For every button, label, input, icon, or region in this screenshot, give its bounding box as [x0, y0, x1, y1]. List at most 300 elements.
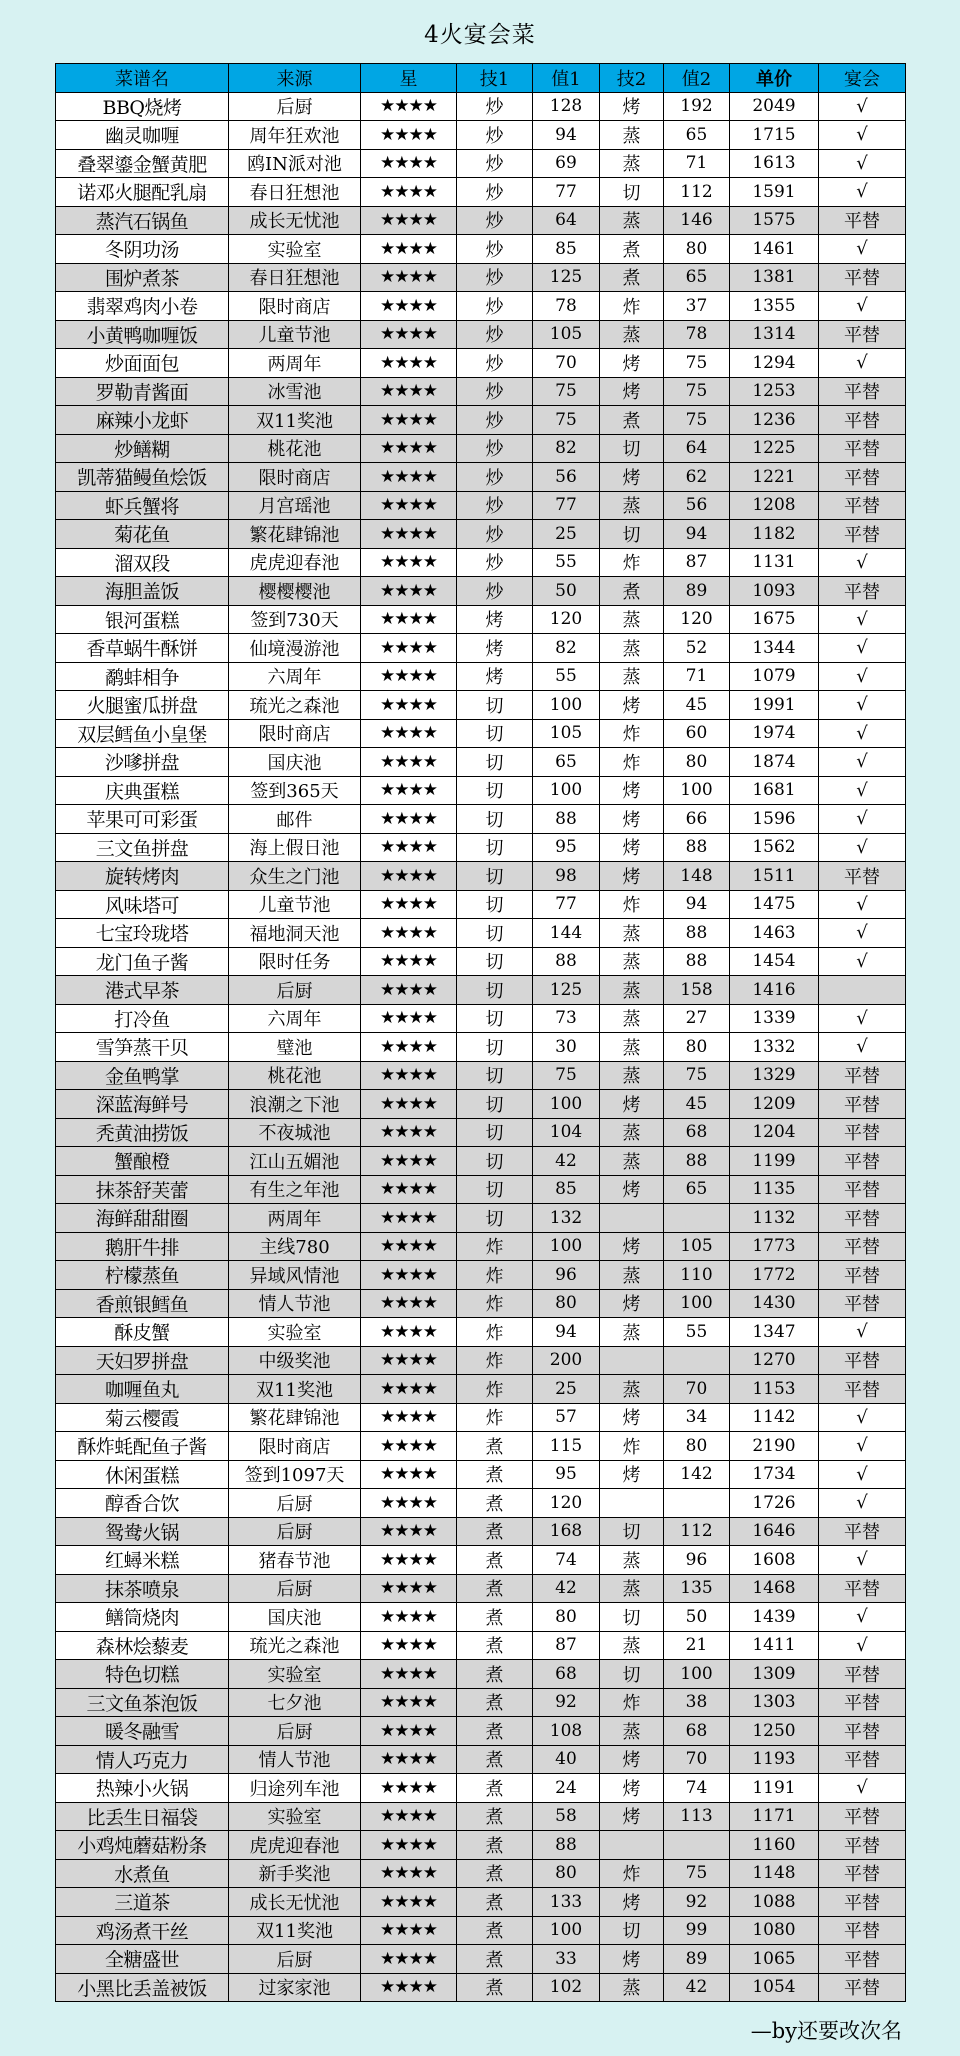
- cell-price: 1088: [730, 1888, 819, 1917]
- cell-price: 1065: [730, 1945, 819, 1974]
- cell-name: 龙门鱼子酱: [56, 947, 229, 976]
- cell-skill2: 蒸: [600, 1004, 664, 1033]
- cell-stars: ★★★★: [361, 1004, 457, 1033]
- cell-value2: 94: [664, 890, 730, 919]
- cell-banquet: √: [819, 1546, 906, 1575]
- table-row[interactable]: [56, 1745, 906, 1774]
- table-row[interactable]: [56, 1489, 906, 1518]
- cell-banquet: 平替: [819, 1090, 906, 1119]
- cell-value1: 102: [533, 1973, 600, 2002]
- cell-value1: 108: [533, 1717, 600, 1746]
- cell-value1: 77: [533, 491, 600, 520]
- cell-price: 1332: [730, 1033, 819, 1062]
- table-header-row: [56, 64, 906, 93]
- header-value1[interactable]: 值1: [533, 64, 600, 93]
- table-row[interactable]: [56, 377, 906, 406]
- cell-price: 1093: [730, 577, 819, 606]
- cell-price: 1463: [730, 919, 819, 948]
- cell-source: 虎虎迎春池: [229, 548, 361, 577]
- cell-price: 1874: [730, 748, 819, 777]
- table-row[interactable]: [56, 947, 906, 976]
- header-value2[interactable]: 值2: [664, 64, 730, 93]
- cell-skill1: 煮: [457, 1802, 533, 1831]
- cell-value2: 65: [664, 121, 730, 150]
- cell-value1: 120: [533, 1489, 600, 1518]
- cell-value1: 68: [533, 1660, 600, 1689]
- cell-skill1: 切: [457, 947, 533, 976]
- cell-value2: 34: [664, 1403, 730, 1432]
- cell-value1: 50: [533, 577, 600, 606]
- table-row[interactable]: [56, 1603, 906, 1632]
- cell-value2: 75: [664, 1859, 730, 1888]
- table-row[interactable]: [56, 605, 906, 634]
- header-skill1[interactable]: 技1: [457, 64, 533, 93]
- cell-name: 秃黄油捞饭: [56, 1118, 229, 1147]
- cell-value2: 89: [664, 1945, 730, 1974]
- cell-stars: ★★★★: [361, 1090, 457, 1119]
- cell-skill1: 炒: [457, 548, 533, 577]
- table-row[interactable]: [56, 862, 906, 891]
- cell-skill2: 炸: [600, 1432, 664, 1461]
- cell-banquet: √: [819, 919, 906, 948]
- cell-price: 1253: [730, 377, 819, 406]
- cell-skill1: 切: [457, 1118, 533, 1147]
- cell-price: 1250: [730, 1717, 819, 1746]
- header-star[interactable]: 星: [361, 64, 457, 93]
- cell-banquet: √: [819, 1004, 906, 1033]
- cell-skill2: 蒸: [600, 1318, 664, 1347]
- cell-value2: 21: [664, 1631, 730, 1660]
- cell-price: 1734: [730, 1460, 819, 1489]
- table-row[interactable]: [56, 149, 906, 178]
- table-row[interactable]: [56, 634, 906, 663]
- cell-skill2: 烤: [600, 1175, 664, 1204]
- cell-skill1: 烤: [457, 662, 533, 691]
- cell-value1: 77: [533, 178, 600, 207]
- cell-skill2: 蒸: [600, 1061, 664, 1090]
- cell-value2: 113: [664, 1802, 730, 1831]
- cell-stars: ★★★★: [361, 1289, 457, 1318]
- table-row[interactable]: [56, 1888, 906, 1917]
- cell-price: 2190: [730, 1432, 819, 1461]
- cell-banquet: √: [819, 1403, 906, 1432]
- cell-source: 儿童节池: [229, 890, 361, 919]
- table-row[interactable]: [56, 1318, 906, 1347]
- cell-value1: 95: [533, 1460, 600, 1489]
- cell-banquet: 平替: [819, 1888, 906, 1917]
- cell-value1: 73: [533, 1004, 600, 1033]
- table-row[interactable]: [56, 320, 906, 349]
- cell-skill1: 煮: [457, 1546, 533, 1575]
- cell-source: 后厨: [229, 1517, 361, 1546]
- cell-skill2: 切: [600, 1660, 664, 1689]
- cell-name: 庆典蛋糕: [56, 776, 229, 805]
- cell-banquet: √: [819, 1432, 906, 1461]
- cell-price: 1182: [730, 520, 819, 549]
- cell-value2: 55: [664, 1318, 730, 1347]
- table-row[interactable]: [56, 1375, 906, 1404]
- cell-price: 1608: [730, 1546, 819, 1575]
- table-row[interactable]: [56, 1688, 906, 1717]
- table-row[interactable]: [56, 349, 906, 378]
- cell-value2: 87: [664, 548, 730, 577]
- cell-stars: ★★★★: [361, 890, 457, 919]
- cell-price: 1309: [730, 1660, 819, 1689]
- cell-name: 叠翠鎏金蟹黄肥: [56, 149, 229, 178]
- table-row[interactable]: [56, 1118, 906, 1147]
- cell-name: 诺邓火腿配乳扇: [56, 178, 229, 207]
- cell-banquet: 平替: [819, 1916, 906, 1945]
- cell-skill2: 蒸: [600, 491, 664, 520]
- table-row[interactable]: [56, 520, 906, 549]
- cell-value1: 92: [533, 1688, 600, 1717]
- cell-skill2: 烤: [600, 1460, 664, 1489]
- cell-skill2: 蒸: [600, 605, 664, 634]
- cell-source: 两周年: [229, 1204, 361, 1233]
- cell-price: 1080: [730, 1916, 819, 1945]
- cell-price: 1344: [730, 634, 819, 663]
- header-skill2[interactable]: 技2: [600, 64, 664, 93]
- cell-value2: 110: [664, 1261, 730, 1290]
- cell-value2: 80: [664, 748, 730, 777]
- cell-name: 蟹酿橙: [56, 1147, 229, 1176]
- cell-stars: ★★★★: [361, 320, 457, 349]
- cell-stars: ★★★★: [361, 548, 457, 577]
- table-row[interactable]: [56, 1004, 906, 1033]
- cell-banquet: 平替: [819, 491, 906, 520]
- cell-value1: 115: [533, 1432, 600, 1461]
- cell-skill2: 煮: [600, 406, 664, 435]
- table-row[interactable]: [56, 1432, 906, 1461]
- cell-skill1: 煮: [457, 1717, 533, 1746]
- cell-price: 1974: [730, 719, 819, 748]
- table-row[interactable]: [56, 1061, 906, 1090]
- table-row[interactable]: [56, 92, 906, 121]
- table-row[interactable]: [56, 206, 906, 235]
- header-banquet[interactable]: 宴会: [819, 64, 906, 93]
- cell-source: 冰雪池: [229, 377, 361, 406]
- cell-skill2: 烤: [600, 92, 664, 121]
- table-row[interactable]: [56, 121, 906, 150]
- cell-value2: 158: [664, 976, 730, 1005]
- cell-name: 鹬蚌相争: [56, 662, 229, 691]
- cell-stars: ★★★★: [361, 577, 457, 606]
- cell-skill2: 蒸: [600, 976, 664, 1005]
- cell-stars: ★★★★: [361, 776, 457, 805]
- cell-skill1: 炸: [457, 1318, 533, 1347]
- cell-skill2: 烤: [600, 463, 664, 492]
- cell-price: 1314: [730, 320, 819, 349]
- header-source[interactable]: 来源: [229, 64, 361, 93]
- cell-price: 1204: [730, 1118, 819, 1147]
- cell-skill2: 炸: [600, 548, 664, 577]
- cell-stars: ★★★★: [361, 947, 457, 976]
- cell-source: 限时商店: [229, 292, 361, 321]
- cell-value2: 68: [664, 1717, 730, 1746]
- cell-skill1: 切: [457, 1004, 533, 1033]
- table-row[interactable]: [56, 805, 906, 834]
- table-row[interactable]: [56, 1916, 906, 1945]
- cell-value1: 104: [533, 1118, 600, 1147]
- cell-source: 两周年: [229, 349, 361, 378]
- cell-name: 菊云樱霞: [56, 1403, 229, 1432]
- cell-banquet: √: [819, 890, 906, 919]
- cell-source: 邮件: [229, 805, 361, 834]
- cell-skill2: 蒸: [600, 919, 664, 948]
- cell-value2: 88: [664, 947, 730, 976]
- table-row[interactable]: [56, 976, 906, 1005]
- cell-value1: 87: [533, 1631, 600, 1660]
- cell-value1: 40: [533, 1745, 600, 1774]
- table-row[interactable]: [56, 1546, 906, 1575]
- cell-banquet: 平替: [819, 406, 906, 435]
- cell-skill2: [600, 1204, 664, 1233]
- table-row[interactable]: [56, 1460, 906, 1489]
- cell-skill2: 蒸: [600, 1033, 664, 1062]
- cell-price: 2049: [730, 92, 819, 121]
- cell-name: 炒鳝糊: [56, 434, 229, 463]
- cell-stars: ★★★★: [361, 1517, 457, 1546]
- cell-skill2: 烤: [600, 377, 664, 406]
- table-row[interactable]: [56, 1147, 906, 1176]
- cell-banquet: 平替: [819, 520, 906, 549]
- cell-banquet: √: [819, 92, 906, 121]
- cell-value2: 78: [664, 320, 730, 349]
- cell-skill2: [600, 1489, 664, 1518]
- cell-skill1: 切: [457, 833, 533, 862]
- table-row[interactable]: [56, 1802, 906, 1831]
- cell-stars: ★★★★: [361, 406, 457, 435]
- cell-banquet: 平替: [819, 1859, 906, 1888]
- cell-value1: 100: [533, 1232, 600, 1261]
- cell-value2: 70: [664, 1375, 730, 1404]
- cell-skill1: 煮: [457, 1916, 533, 1945]
- table-row[interactable]: [56, 1403, 906, 1432]
- cell-stars: ★★★★: [361, 805, 457, 834]
- recipe-table: [55, 63, 906, 2002]
- cell-price: 1439: [730, 1603, 819, 1632]
- table-row[interactable]: [56, 776, 906, 805]
- cell-stars: ★★★★: [361, 149, 457, 178]
- cell-skill2: 蒸: [600, 1118, 664, 1147]
- table-row[interactable]: [56, 1232, 906, 1261]
- table-row[interactable]: [56, 1774, 906, 1803]
- table-row[interactable]: [56, 1660, 906, 1689]
- table-row[interactable]: [56, 1517, 906, 1546]
- cell-banquet: √: [819, 149, 906, 178]
- table-row[interactable]: [56, 1289, 906, 1318]
- cell-price: 1142: [730, 1403, 819, 1432]
- table-row[interactable]: [56, 662, 906, 691]
- cell-skill1: 炒: [457, 577, 533, 606]
- cell-name: 全糖盛世: [56, 1945, 229, 1974]
- cell-stars: ★★★★: [361, 520, 457, 549]
- cell-value2: 68: [664, 1118, 730, 1147]
- cell-skill1: 切: [457, 976, 533, 1005]
- cell-banquet: 平替: [819, 320, 906, 349]
- table-row[interactable]: [56, 919, 906, 948]
- cell-banquet: √: [819, 748, 906, 777]
- cell-skill1: 炸: [457, 1403, 533, 1432]
- cell-skill1: 煮: [457, 1973, 533, 2002]
- cell-value2: 146: [664, 206, 730, 235]
- table-row[interactable]: [56, 1175, 906, 1204]
- author-signature: —by还要改次名: [750, 2019, 902, 2043]
- cell-price: 1355: [730, 292, 819, 321]
- cell-name: 三文鱼茶泡饭: [56, 1688, 229, 1717]
- table-row[interactable]: [56, 463, 906, 492]
- cell-name: 风味塔可: [56, 890, 229, 919]
- table-row[interactable]: [56, 691, 906, 720]
- cell-banquet: √: [819, 1631, 906, 1660]
- cell-skill1: 切: [457, 1033, 533, 1062]
- cell-banquet: √: [819, 776, 906, 805]
- cell-banquet: √: [819, 1603, 906, 1632]
- cell-stars: ★★★★: [361, 862, 457, 891]
- cell-name: 醇香合饮: [56, 1489, 229, 1518]
- table-row[interactable]: [56, 1717, 906, 1746]
- cell-value1: 105: [533, 320, 600, 349]
- cell-price: 1675: [730, 605, 819, 634]
- cell-skill2: 烤: [600, 1289, 664, 1318]
- cell-banquet: 平替: [819, 206, 906, 235]
- table-row[interactable]: [56, 434, 906, 463]
- cell-name: 银河蛋糕: [56, 605, 229, 634]
- table-row[interactable]: [56, 1033, 906, 1062]
- table-row[interactable]: [56, 577, 906, 606]
- cell-stars: ★★★★: [361, 605, 457, 634]
- cell-name: 旋转烤肉: [56, 862, 229, 891]
- cell-stars: ★★★★: [361, 263, 457, 292]
- cell-value1: 94: [533, 1318, 600, 1347]
- cell-name: 罗勒青酱面: [56, 377, 229, 406]
- cell-value2: 88: [664, 1147, 730, 1176]
- cell-source: 桃花池: [229, 434, 361, 463]
- table-row[interactable]: [56, 1261, 906, 1290]
- table-row[interactable]: [56, 748, 906, 777]
- cell-value1: 98: [533, 862, 600, 891]
- table-row[interactable]: [56, 1945, 906, 1974]
- cell-source: 浪潮之下池: [229, 1090, 361, 1119]
- cell-skill1: 炒: [457, 235, 533, 264]
- cell-skill2: 煮: [600, 263, 664, 292]
- cell-skill1: 切: [457, 719, 533, 748]
- table-row[interactable]: [56, 1090, 906, 1119]
- cell-name: 溜双段: [56, 548, 229, 577]
- cell-price: 1773: [730, 1232, 819, 1261]
- cell-source: 主线780: [229, 1232, 361, 1261]
- cell-source: 六周年: [229, 1004, 361, 1033]
- table-row[interactable]: [56, 1831, 906, 1860]
- cell-price: 1715: [730, 121, 819, 150]
- cell-value2: 71: [664, 662, 730, 691]
- cell-skill2: 蒸: [600, 149, 664, 178]
- cell-source: 新手奖池: [229, 1859, 361, 1888]
- cell-banquet: 平替: [819, 1232, 906, 1261]
- table-row[interactable]: [56, 1574, 906, 1603]
- cell-banquet: 平替: [819, 263, 906, 292]
- cell-stars: ★★★★: [361, 1375, 457, 1404]
- cell-banquet: √: [819, 691, 906, 720]
- cell-stars: ★★★★: [361, 662, 457, 691]
- table-row[interactable]: [56, 1973, 906, 2002]
- cell-price: 1681: [730, 776, 819, 805]
- table-row[interactable]: [56, 178, 906, 207]
- cell-value2: 99: [664, 1916, 730, 1945]
- cell-value1: 80: [533, 1859, 600, 1888]
- cell-skill1: 煮: [457, 1574, 533, 1603]
- cell-source: 鸥IN派对池: [229, 149, 361, 178]
- table-row[interactable]: [56, 1346, 906, 1375]
- cell-skill1: 炒: [457, 491, 533, 520]
- table-row[interactable]: [56, 548, 906, 577]
- table-row[interactable]: [56, 406, 906, 435]
- header-name[interactable]: 菜谱名: [56, 64, 229, 93]
- cell-name: 火腿蜜瓜拼盘: [56, 691, 229, 720]
- cell-value2: 88: [664, 919, 730, 948]
- cell-price: 1131: [730, 548, 819, 577]
- table-row[interactable]: [56, 235, 906, 264]
- table-row[interactable]: [56, 491, 906, 520]
- cell-value2: [664, 1204, 730, 1233]
- cell-source: 七夕池: [229, 1688, 361, 1717]
- cell-value2: 52: [664, 634, 730, 663]
- cell-skill1: 切: [457, 776, 533, 805]
- cell-name: 海鲜甜甜圈: [56, 1204, 229, 1233]
- cell-value1: 100: [533, 1090, 600, 1119]
- table-row[interactable]: [56, 1859, 906, 1888]
- cell-skill2: 蒸: [600, 1717, 664, 1746]
- table-row[interactable]: [56, 1631, 906, 1660]
- cell-value1: 25: [533, 1375, 600, 1404]
- table-row[interactable]: [56, 833, 906, 862]
- cell-value2: 92: [664, 1888, 730, 1917]
- table-row[interactable]: [56, 719, 906, 748]
- cell-value2: 75: [664, 377, 730, 406]
- cell-price: 1381: [730, 263, 819, 292]
- cell-value1: 64: [533, 206, 600, 235]
- cell-banquet: √: [819, 292, 906, 321]
- cell-stars: ★★★★: [361, 1688, 457, 1717]
- cell-banquet: √: [819, 805, 906, 834]
- cell-stars: ★★★★: [361, 1061, 457, 1090]
- cell-source: 琉光之森池: [229, 1631, 361, 1660]
- cell-name: 热辣小火锅: [56, 1774, 229, 1803]
- cell-skill1: 切: [457, 748, 533, 777]
- cell-skill1: 煮: [457, 1517, 533, 1546]
- table-row[interactable]: [56, 263, 906, 292]
- cell-name: 鸡汤煮干丝: [56, 1916, 229, 1945]
- table-row[interactable]: [56, 890, 906, 919]
- cell-skill2: 煮: [600, 235, 664, 264]
- cell-value1: 125: [533, 976, 600, 1005]
- table-row[interactable]: [56, 1204, 906, 1233]
- table-row[interactable]: [56, 292, 906, 321]
- cell-banquet: √: [819, 1033, 906, 1062]
- cell-value2: 75: [664, 349, 730, 378]
- cell-value1: 85: [533, 1175, 600, 1204]
- cell-name: 双层鳕鱼小皇堡: [56, 719, 229, 748]
- cell-name: BBQ烧烤: [56, 92, 229, 121]
- cell-stars: ★★★★: [361, 748, 457, 777]
- cell-banquet: 平替: [819, 1660, 906, 1689]
- cell-stars: ★★★★: [361, 1318, 457, 1347]
- header-price[interactable]: 单价: [730, 64, 819, 93]
- cell-stars: ★★★★: [361, 292, 457, 321]
- cell-source: 限时商店: [229, 719, 361, 748]
- cell-name: 柠檬蒸鱼: [56, 1261, 229, 1290]
- cell-banquet: √: [819, 1460, 906, 1489]
